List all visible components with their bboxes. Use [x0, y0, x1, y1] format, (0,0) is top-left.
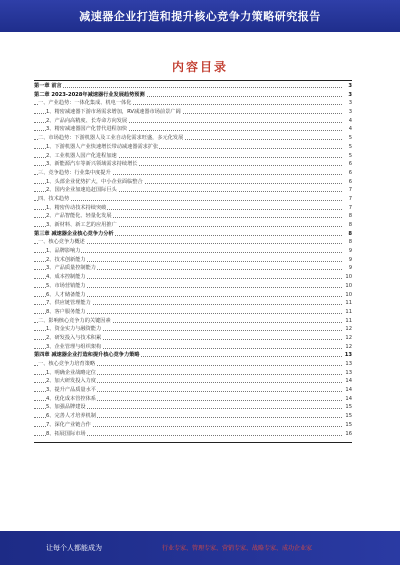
toc-entry-page: 10 — [345, 291, 352, 298]
toc-heading: 内容目录 — [171, 60, 228, 74]
toc-section-entry[interactable] — [34, 238, 352, 247]
toc-entry-page: 8 — [348, 222, 352, 228]
toc-entry-title: 一、核心竞争力培育策略 — [38, 361, 96, 367]
toc-entry-page: 14 — [345, 387, 352, 394]
toc-subsection-entry[interactable] — [34, 212, 352, 221]
toc-entry-page: 6 — [348, 161, 352, 168]
toc-entry-page: 8 — [348, 213, 352, 220]
toc-entry-page: 5 — [348, 135, 352, 142]
toc-entry-page: 3 — [348, 83, 352, 89]
toc-entry-page: 5 — [348, 143, 352, 150]
toc-subsection-entry[interactable] — [34, 204, 352, 213]
toc-subsection-entry[interactable] — [34, 108, 352, 117]
toc-top-rule — [34, 80, 352, 81]
toc-section-entry[interactable] — [34, 317, 352, 326]
toc-subsection-entry[interactable] — [34, 334, 352, 343]
toc-entry-page: 10 — [345, 274, 352, 281]
toc-entry-title: 3、新材料、新工艺的应用推广 — [46, 222, 117, 228]
toc-section-entry[interactable] — [34, 134, 352, 143]
toc-section-entry[interactable] — [34, 169, 352, 178]
toc-section-entry[interactable] — [34, 360, 352, 369]
toc-entry-title: 第三章 减速器企业核心竞争力分析 — [34, 230, 114, 237]
report-header — [0, 0, 400, 32]
toc-entry-page: 9 — [348, 248, 352, 255]
toc-entry-page: 11 — [345, 317, 352, 324]
toc-chapter-entry[interactable] — [34, 82, 352, 91]
toc-entry-page: 7 — [348, 204, 352, 211]
toc-entry-title: 二、影响核心竞争力的关键因素 — [38, 317, 111, 324]
toc-entry-title: 4、成本控制能力 — [46, 274, 86, 281]
toc-entry-title: 二、市场趋势：下游机器人及工业自动化需求旺盛，多元化发展 — [38, 135, 184, 142]
toc-entry-page: 16 — [345, 430, 352, 437]
toc-entry-title: 8、拓展国际市场 — [46, 430, 86, 437]
toc-leader-dots — [34, 87, 342, 88]
footer-banner — [0, 531, 400, 565]
toc-entry-page: 13 — [345, 361, 352, 367]
toc-subsection-entry[interactable] — [34, 186, 352, 195]
toc-subsection-entry[interactable] — [34, 125, 352, 134]
toc-bottom-rule — [34, 442, 352, 443]
toc-entry-page: 5 — [348, 152, 352, 159]
toc-entry-page: 8 — [348, 239, 352, 246]
toc-subsection-entry[interactable] — [34, 386, 352, 395]
toc-subsection-entry[interactable] — [34, 282, 352, 291]
toc-entry-title: 三、竞争趋势：行业集中度提升 — [38, 169, 111, 176]
toc-entry-title: 6、人才储备能力 — [46, 291, 86, 298]
toc-subsection-entry[interactable] — [34, 369, 352, 378]
toc-subsection-entry[interactable] — [34, 377, 352, 386]
toc-entry-title: 4、优化成本管控体系 — [46, 395, 96, 402]
toc-entry-title: 第一章 前言 — [34, 83, 62, 89]
toc-subsection-entry[interactable] — [34, 221, 352, 230]
toc-chapter-entry[interactable] — [34, 351, 352, 360]
toc-subsection-entry[interactable] — [34, 256, 352, 265]
toc-subsection-entry[interactable] — [34, 247, 352, 256]
toc-entry-title: 2、工业机器人国产化进程加速 — [46, 152, 117, 159]
toc-entry-title: 2、技术创新能力 — [46, 256, 86, 263]
toc-entry-title: 一、产业趋势：一体化集成、机电一体化 — [38, 100, 132, 107]
toc-entry-title: 7、供应链管理能力 — [46, 300, 91, 307]
toc-entry-page: 15 — [345, 404, 352, 411]
toc-chapter-entry[interactable] — [34, 91, 352, 100]
toc-entry-title: 8、客户服务能力 — [46, 308, 86, 315]
toc-subsection-entry[interactable] — [34, 143, 352, 152]
toc-entry-title: 3、提升产品质量水平 — [46, 387, 96, 394]
toc-entry-page: 13 — [345, 369, 352, 376]
toc-entry-title: 3、企业管理与组织架构 — [46, 343, 102, 350]
toc-subsection-entry[interactable] — [34, 403, 352, 412]
toc-entry-page: 14 — [345, 378, 352, 385]
toc-entry-title: 2、产品智能化、轻量化发展 — [46, 213, 112, 220]
toc-entry-title: 5、市场营销能力 — [46, 282, 86, 289]
toc-entry-page: 15 — [345, 421, 352, 428]
toc-entry-title: 2、研发投入与技术积累 — [46, 334, 102, 341]
toc-entry-page: 7 — [348, 187, 352, 194]
toc-entry-title: 1、下游机器人产业快速增长带动减速器需求扩张 — [46, 143, 159, 150]
toc-entry-page: 6 — [348, 169, 352, 176]
toc-entry-page: 6 — [348, 178, 352, 185]
toc-entry-title: 1、精密传动技术持续突破 — [46, 204, 107, 211]
toc-entry-title: 5、加强品牌建设 — [46, 404, 86, 411]
toc-entry-title: 1、明确企业战略定位 — [46, 369, 96, 376]
toc-entry-page: 4 — [348, 117, 352, 124]
toc-entry-page: 13 — [344, 352, 352, 359]
toc-entry-title: 1、精密减速器下游市场需求增加，RV减速器市场前景广阔 — [46, 109, 181, 116]
footer-expert-list: 行业专家、管理专家、营销专家、战略专家、成功企业家 — [162, 545, 313, 552]
toc-entry-page: 3 — [348, 109, 352, 116]
toc-section-entry[interactable] — [34, 195, 352, 204]
toc-entry-page: 3 — [348, 91, 352, 98]
toc-entry-page: 12 — [345, 326, 352, 333]
toc-entry-page: 14 — [345, 395, 352, 402]
toc-subsection-entry[interactable] — [34, 291, 352, 300]
toc-entry-title: 6、完善人才培养机制 — [46, 413, 96, 420]
toc-subsection-entry[interactable] — [34, 160, 352, 169]
toc-entry-page: 12 — [345, 343, 352, 350]
toc-subsection-entry[interactable] — [34, 343, 352, 352]
toc-subsection-entry[interactable] — [34, 308, 352, 317]
toc-entry-page: 9 — [348, 256, 352, 263]
toc-entry-title: 2、国内企业加速追赶国际巨头 — [46, 187, 117, 194]
toc-entry-page: 10 — [345, 282, 352, 289]
toc-entry-title: 7、深化产业链合作 — [46, 421, 91, 428]
toc-subsection-entry[interactable] — [34, 117, 352, 126]
toc-entry-title: 四、技术趋势 — [38, 195, 70, 202]
toc-subsection-entry[interactable] — [34, 299, 352, 308]
toc-entry-title: 一、核心竞争力概述 — [38, 239, 85, 246]
report-title: 减速器企业打造和提升核心竞争力策略研究报告 — [79, 10, 321, 23]
toc-entry-title: 1、头部企业优势扩大，中小企业面临整合 — [46, 178, 143, 185]
toc-subsection-entry[interactable] — [34, 395, 352, 404]
toc-leader-dots — [34, 200, 342, 201]
toc-entry-page: 7 — [348, 195, 352, 202]
toc-entry-page: 8 — [348, 230, 352, 237]
toc-subsection-entry[interactable] — [34, 430, 352, 439]
toc-subsection-entry[interactable] — [34, 421, 352, 430]
toc-entry-title: 第二章 2023-2028年减速器行业发展趋势预测 — [34, 91, 145, 98]
toc-entry-page: 4 — [348, 126, 352, 133]
toc-subsection-entry[interactable] — [34, 264, 352, 273]
toc-entry-title: 2、产品向高精度、长寿命方向发展 — [46, 117, 128, 124]
toc-subsection-entry[interactable] — [34, 178, 352, 187]
toc-entry-page: 12 — [345, 334, 352, 341]
footer-slogan: 让每个人都能成为 — [46, 544, 102, 552]
toc-entry-title: 3、产品质量控制能力 — [46, 265, 96, 272]
toc-entry-title: 2、加大研发投入力度 — [46, 378, 96, 385]
toc-entry-page: 9 — [348, 265, 352, 272]
toc-entry-title: 3、新能源汽车等新兴领域需求持续增长 — [46, 161, 138, 168]
toc-chapter-entry[interactable] — [34, 230, 352, 239]
toc-subsection-entry[interactable] — [34, 412, 352, 421]
toc-entry-page: 11 — [345, 300, 352, 307]
toc-entry-title: 1、品牌影响力 — [46, 248, 81, 255]
toc-entry-page: 15 — [345, 413, 352, 420]
toc-entry-title: 3、精密减速器国产化替代进程加快 — [46, 126, 128, 133]
toc-subsection-entry[interactable] — [34, 325, 352, 334]
toc-entry-title: 1、资金实力与融资能力 — [46, 326, 102, 333]
table-of-contents — [34, 82, 352, 438]
toc-section-entry[interactable] — [34, 99, 352, 108]
toc-entry-page: 3 — [348, 100, 352, 107]
toc-subsection-entry[interactable] — [34, 152, 352, 161]
toc-entry-title: 第四章 减速器企业打造和提升核心竞争力策略 — [34, 352, 140, 359]
toc-entry-page: 11 — [345, 308, 352, 315]
toc-subsection-entry[interactable] — [34, 273, 352, 282]
